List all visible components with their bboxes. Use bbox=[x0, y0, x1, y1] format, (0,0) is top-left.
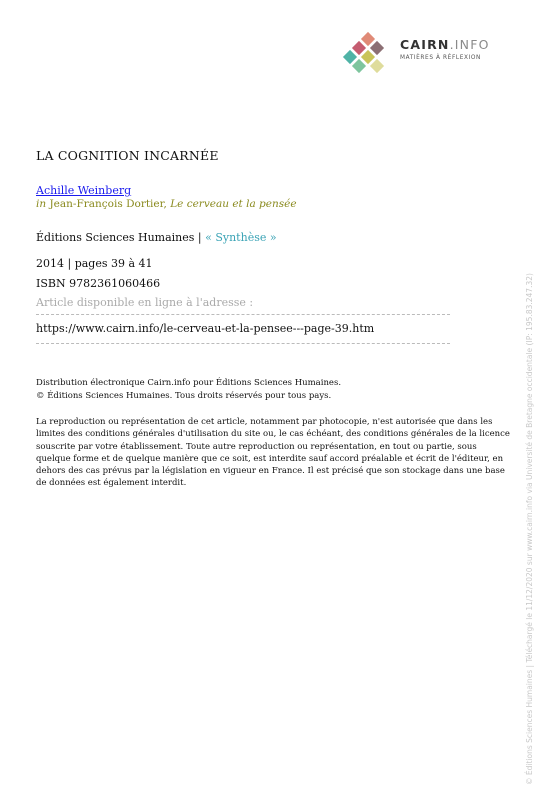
year-pages: 2014 | pages 39 à 41 bbox=[36, 257, 153, 270]
cairn-mosaic-icon bbox=[338, 33, 396, 73]
collection-link[interactable]: « Synthèse » bbox=[205, 231, 277, 244]
article-url[interactable]: https://www.cairn.info/le-cerveau-et-la-pensee---page-39.htm bbox=[36, 322, 375, 335]
download-watermark: © Éditions Sciences Humaines | Téléchargé le 11/12/2020 sur www.cairn.info via Université de Bretagne occidentale (IP: 195.83.247.32) bbox=[525, 273, 534, 785]
book-title: Le cerveau et la pensée bbox=[170, 198, 297, 210]
author-link[interactable]: Achille Weinberg bbox=[36, 184, 132, 197]
distribution-notice bbox=[36, 377, 341, 402]
copyright-line: © Éditions Sciences Humaines. Tous droits réservés pour tous pays. bbox=[36, 390, 332, 401]
publisher-name: Éditions Sciences Humaines | bbox=[36, 231, 202, 244]
in-prefix: in bbox=[36, 198, 47, 210]
distribution-line: Distribution électronique Cairn.info pour Éditions Sciences Humaines. bbox=[36, 378, 342, 388]
editor-name: Jean-François Dortier, bbox=[49, 198, 167, 210]
logo-wordmark: CAIRN.INFO bbox=[400, 37, 490, 52]
availability-label: Article disponible en ligne à l'adresse : bbox=[36, 296, 254, 309]
logo-tagline: MATIÈRES À RÉFLEXION bbox=[400, 55, 481, 61]
cairn-logo[interactable] bbox=[338, 33, 513, 73]
book-reference bbox=[36, 198, 297, 210]
article-title: LA COGNITION INCARNÉE bbox=[36, 148, 219, 163]
legal-notice: La reproduction ou représentation de cet article, notamment par photocopie, n'est autorisée que dans les limites des conditions générales d'utilisation du site ou, le cas échéant, des conditions générales de la licence souscrite par votre établissement. Toute autre reproduction ou représentation, en tout ou partie, sous quelque forme et de quelque manière que ce soit, est interdite sauf accord préalable et écrit de l'éditeur, en dehors des cas prévus par la législation en vigueur en France. Il est précisé que son stockage dans une base de données est également interdit. bbox=[36, 417, 510, 489]
divider-bottom bbox=[36, 343, 450, 344]
divider-top bbox=[36, 314, 450, 315]
publisher-line bbox=[36, 231, 277, 244]
isbn: ISBN 9782361060466 bbox=[36, 277, 161, 290]
